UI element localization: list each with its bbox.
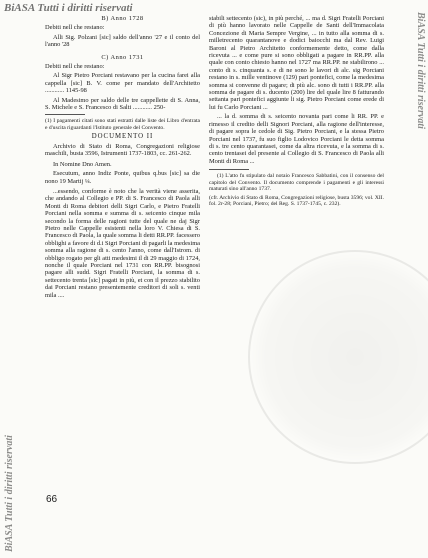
right-footnote: (1) L'atto fu stipulato dal notaio Francesco Sabbatini, con il consenso del capitolo del Convento. Il documento comprende i pagamenti e gli interessi maturati sino all'anno 1737.: [209, 173, 384, 193]
watermark-seal: [248, 250, 428, 464]
left-body: ...essendo, conforme è noto che la verità viene asserita, che andando al Collegio e PP. di S. Francesco di Paola alli Monti di Roma debitori delli Sigri Carlo, e Pietro Fratelli Porciani nella somma e summa di s. seicento cinque mila secondo la forma delle ragioni tutte del quale ne daj Sigr Pietro nelle Cappelle esistenti nella loro V. Chiesa di S. Francesco di Paola, la quale somma li detti RR.PP. facessero obblighi a favore di d.i Sigri Porciani di pagarli la medesima somma alla ragione di s. cento l'anno, come dall'Istrom. di obbligo rogato per gli atti medesimi il di 29 maggio di 1724, nonche il quale Porciani nel 1731 con RR.PP. bisognosi pagare alli sudd. Sigri Fratelli Porciani, la somma di s. settecento trenta [sic] pagati in più, et con il prezzo stabilito dai Porciani restano presentemente creditori di soli s. venti mila ....: [45, 187, 200, 299]
entry-b-text: Alli Sig. Polzani [sic] saldo dell'anno '27 e il conto del l'anno '28: [45, 33, 200, 49]
entry-c-text2: Al Madesimo per saldo delle tre cappellette di S. Anna, S. Michele e S. Francesco di Salti ............ 250-: [45, 96, 200, 112]
footnote-rule: [45, 114, 85, 115]
watermark-top: BiASA Tutti i diritti riservati: [4, 2, 133, 14]
watermark-right-text: BiASA Tutti i diritti riservati: [415, 12, 426, 129]
right-column: [209, 15, 384, 210]
left-column: [45, 15, 200, 301]
page-number: 66: [46, 494, 58, 505]
right-footnote-rule: [209, 169, 249, 170]
left-footnote: (1) I pagamenti citati sono stati estratti dalle liste dei Libro d'entrata e d'uscita riguardanti l'Istituto generale del Convento.: [45, 118, 200, 131]
right-body-2: ... la d. somma di s. seicento novanta pari come li RR. PP. e rimesso il credito delli Signori Porciani, alla ragione dell'interesse, di pagare sopra le cedole di Sig. Pietro Porciani, e la stessa Pietro Porciani nel 1737, fu suo figlio Lodovico Porciani le detta somma di s. tre cento quarantasei, come da altra ricevuta, e la somma di s. cento trentasei del presente al Collegio di S. Francesco di Paola alli Monti di Roma ...: [209, 113, 384, 165]
right-footnote-refs: (cfr. Archivio di Stato di Roma, Congregazioni religiose, busta 3596; vol. XII. fol. 2r-28; Porciani, Pietro; del Reg. S. 1737-1745, c. 232).: [209, 194, 384, 208]
entry-c-debt: Debiti nell che restano:: [45, 63, 105, 71]
watermark-right-strip: [414, 12, 426, 552]
invocation: In Nomine Dno Amen.: [53, 160, 112, 168]
watermark-left-text: BiASA Tutti i diritti riservati: [4, 435, 15, 552]
entry-b-debt: Debiti nell che restano:: [45, 24, 105, 32]
archive-reference: Archivio di Stato di Roma, Congregazioni religiose maschili, busta 3596, Istrumenti 1737-1803, cc. 261-262.: [45, 142, 200, 158]
entry-c-text1: Al Sigr Pietro Porciani restavano per la cucina farei alla cappella [sic] B. V. come per mandato dell'Architetto ............ 1145-98: [45, 72, 200, 95]
document-title: DOCUMENTO II: [91, 133, 154, 141]
execution-line: Esecutum, anno Indiz Ponte, quibus q.bus [sic] sa die nono 19 Martij ¼.: [45, 170, 200, 185]
entry-c-heading: C) Anno 1731: [101, 53, 144, 61]
watermark-left-strip: [2, 12, 16, 552]
right-body-1: stabili settecento (sic), in più perché, ... ma d. Sigri Fratelli Porciani di più hanno lavorato nelle Cappelle de Santi dell'Immacolata Concezione di Maria Sempre Vergine, ... in tutto alla somma di s. milletrecento quarantanove e dodici baiocchi ma dal Rev. Luigi Baroni al Pietro Architetto conformemente detto, come dalla ricevuta ... e come pure si sono obbligati a pagare in RR.PP. alla quale con conto chiesto hanno nel 1727 ma RR.PP. ne stabilirono ... conto di s. cinquanta s. e di ne sono le lavori di alc. sig Porciani restano in s. mille ventinove (129) pari pontefici, come la medesima somma si convenne di pagare; di più alc. sono di tutti i RR.PP. alla somma de pagare di s. ducento (200) lire del quale lire 8 fatturando settanta pari pontefici aggiunte li sig. Pietro Porciani come erede di lui fu Carlo Porciani ...: [209, 15, 384, 111]
entry-b-heading: B) Anno 1728: [101, 15, 144, 22]
